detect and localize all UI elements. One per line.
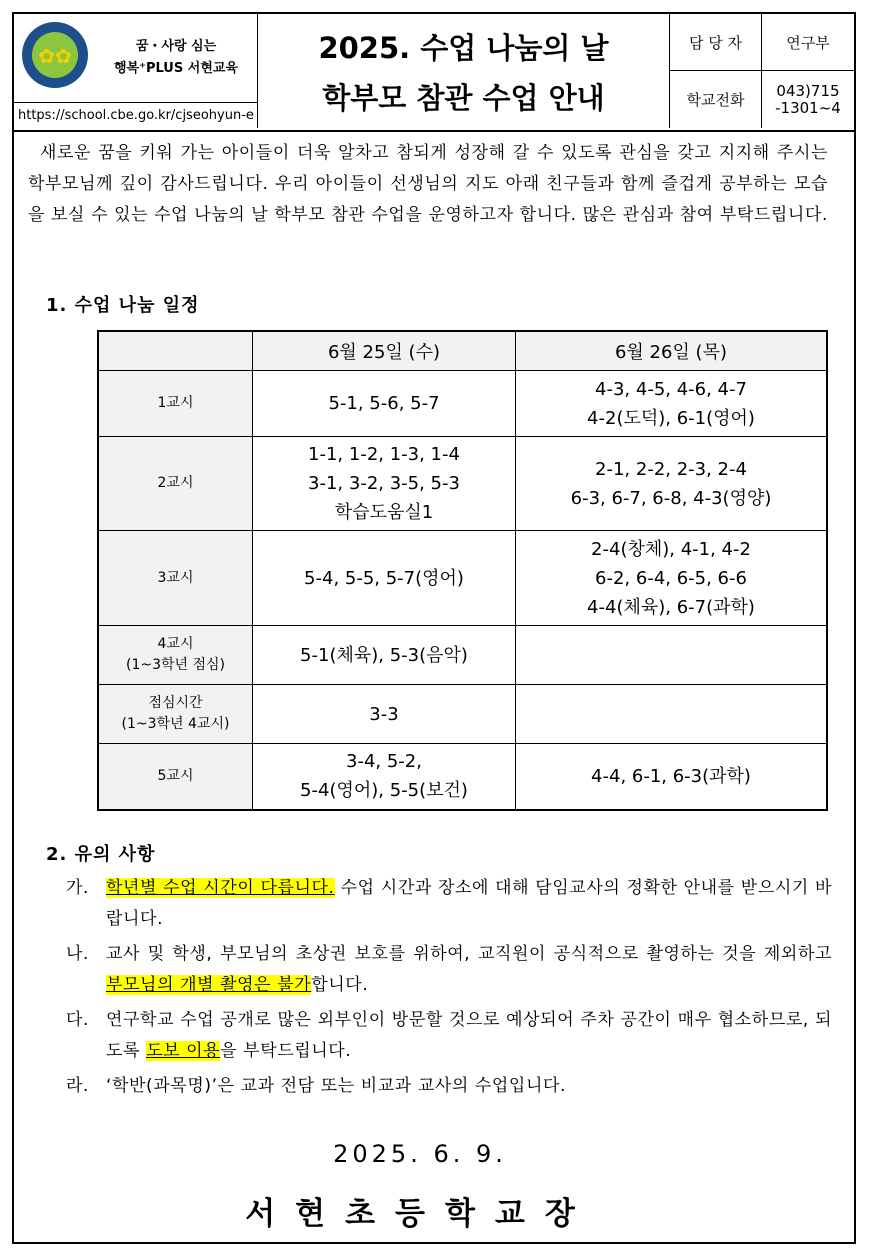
period-cell xyxy=(98,626,253,685)
class-list-line: 3-3 xyxy=(369,703,399,725)
schedule-col-day1: 6월 25일 (수) xyxy=(253,331,516,371)
contact-value: 연구부 xyxy=(762,14,854,71)
phone-label: 학교전화 xyxy=(670,71,762,128)
schedule-col-day2: 6월 26일 (목) xyxy=(516,331,828,371)
class-list-line: 6-2, 6-4, 6-5, 6-6 xyxy=(595,567,747,589)
schedule-row xyxy=(98,685,827,744)
school-url[interactable]: https://school.cbe.go.kr/cjseohyun-e xyxy=(14,102,258,128)
title-line1: 2025. 수업 나눔의 날 xyxy=(318,31,609,65)
note-highlight: 도보 이용 xyxy=(146,1041,221,1061)
note-text: 을 부탁드립니다. xyxy=(220,1041,352,1061)
phone-value xyxy=(762,71,854,128)
period-label: 4교시 xyxy=(157,636,194,652)
class-list-line: 3-4, 5-2, xyxy=(346,751,422,773)
note-item xyxy=(66,873,832,935)
note-item xyxy=(66,1005,832,1067)
period-cell xyxy=(98,744,253,810)
class-list-line: 4-2(도덕), 6-1(영어) xyxy=(587,407,755,429)
note-item xyxy=(66,1071,832,1102)
note-highlight: 부모님의 개별 촬영은 불가 xyxy=(106,975,312,995)
period-label: 2교시 xyxy=(157,475,194,491)
notes-list xyxy=(66,873,832,1106)
note-marker: 가. xyxy=(66,878,90,898)
day2-classes-cell xyxy=(516,744,828,810)
note-highlight: 학년별 수업 시간이 다릅니다. xyxy=(106,878,335,898)
period-label: 점심시간 xyxy=(148,695,203,711)
note-text: 수업 시간과 장소에 대해 담임교사의 정확한 안내를 받으시기 바랍니다. xyxy=(106,878,832,929)
period-cell xyxy=(98,685,253,744)
note-marker: 다. xyxy=(66,1010,90,1030)
section2-title: 2. 유의 사항 xyxy=(46,844,156,865)
class-list-line: 2-4(창체), 4-1, 4-2 xyxy=(591,538,751,560)
phone-value-line2: -1301~4 xyxy=(775,98,841,117)
class-list-line: 5-1(체육), 5-3(음악) xyxy=(300,644,468,666)
note-text: 교사 및 학생, 부모님의 초상권 보호를 위하여, 교직원이 공식적으로 촬영하는 것을 제외하고 xyxy=(106,944,832,964)
school-logo-icon: ✿✿ xyxy=(22,22,88,88)
period-cell xyxy=(98,371,253,437)
schedule-corner xyxy=(98,331,253,371)
document-title xyxy=(258,14,670,128)
schedule-row xyxy=(98,531,827,626)
period-sub-label: (1~3학년 점심) xyxy=(125,657,225,673)
class-list-line: 5-4, 5-5, 5-7(영어) xyxy=(304,567,464,589)
schedule-row xyxy=(98,437,827,531)
class-list-line: 4-3, 4-5, 4-6, 4-7 xyxy=(595,378,747,400)
schedule-row xyxy=(98,744,827,810)
note-marker: 나. xyxy=(66,944,90,964)
section1-title: 1. 수업 나눔 일정 xyxy=(46,295,200,316)
slogan-line1: 꿈・사랑 심는 xyxy=(135,39,217,54)
note-item xyxy=(66,939,832,1001)
class-list-line: 6-3, 6-7, 6-8, 4-3(영양) xyxy=(570,487,772,509)
day2-classes-cell xyxy=(516,371,828,437)
period-cell xyxy=(98,531,253,626)
class-list-line: 2-1, 2-2, 2-3, 2-4 xyxy=(595,458,747,480)
class-list-line: 4-4(체육), 6-7(과학) xyxy=(587,596,755,618)
schedule-table xyxy=(97,330,828,811)
period-cell xyxy=(98,437,253,531)
title-line2: 학부모 참관 수업 안내 xyxy=(322,81,605,115)
note-text: ‘학반(과목명)’은 교과 전담 또는 비교과 교사의 수업입니다. xyxy=(106,1076,567,1096)
note-text: 합니다. xyxy=(311,975,369,995)
period-label: 3교시 xyxy=(157,569,194,586)
day1-classes-cell xyxy=(253,685,516,744)
slogan-line2: 행복⁺PLUS 서현교육 xyxy=(113,61,238,76)
slogan xyxy=(96,36,256,80)
issue-date: 2025. 6. 9. xyxy=(333,1140,507,1168)
day1-classes-cell xyxy=(253,531,516,626)
header-table xyxy=(14,14,854,132)
day2-classes-cell xyxy=(516,531,828,626)
note-text: 연구학교 수업 공개로 많은 외부인이 방문할 것으로 예상되어 주차 공간이 매우 협소하므로, 되도록 xyxy=(106,1010,832,1061)
class-list-line: 5-1, 5-6, 5-7 xyxy=(328,393,440,414)
schedule-row xyxy=(98,371,827,437)
note-marker: 라. xyxy=(66,1076,90,1096)
class-list-line: 3-1, 3-2, 3-5, 5-3 xyxy=(308,473,460,494)
day1-classes-cell xyxy=(253,437,516,531)
day2-classes-cell xyxy=(516,685,828,744)
schedule-row xyxy=(98,626,827,685)
period-label: 5교시 xyxy=(157,767,194,784)
class-list-line: 학습도움실1 xyxy=(334,502,434,523)
class-list-line: 4-4, 6-1, 6-3(과학) xyxy=(591,765,751,787)
day2-classes-cell xyxy=(516,437,828,531)
class-list-line: 1-1, 1-2, 1-3, 1-4 xyxy=(308,444,460,465)
signer: 서현초등학교장 xyxy=(245,1196,595,1232)
period-sub-label: (1~3학년 4교시) xyxy=(121,716,230,732)
day1-classes-cell xyxy=(253,744,516,810)
class-list-line: 5-4(영어), 5-5(보건) xyxy=(300,780,468,802)
intro-paragraph: 새로운 꿈을 키워 가는 아이들이 더욱 알차고 참되게 성장해 갈 수 있도록 관심을 갖고 지지해 주시는 학부모님께 깊이 감사드립니다. 우리 아이들이 선생님의 지도 아래 친구들과 함께 즐겁게 공부하는 모습을 보실 수 있는 수업 나눔의 날 학부모 참관 수업을 운영하고자 합니다. 많은 관심과 참여 부탁드립니다. xyxy=(28,143,828,225)
day1-classes-cell xyxy=(253,626,516,685)
day2-classes-cell xyxy=(516,626,828,685)
contact-label: 담 당 자 xyxy=(670,14,762,71)
period-label: 1교시 xyxy=(157,395,194,411)
phone-value-line1: 043)715 xyxy=(776,81,840,100)
day1-classes-cell xyxy=(253,371,516,437)
logo-area xyxy=(14,14,258,102)
